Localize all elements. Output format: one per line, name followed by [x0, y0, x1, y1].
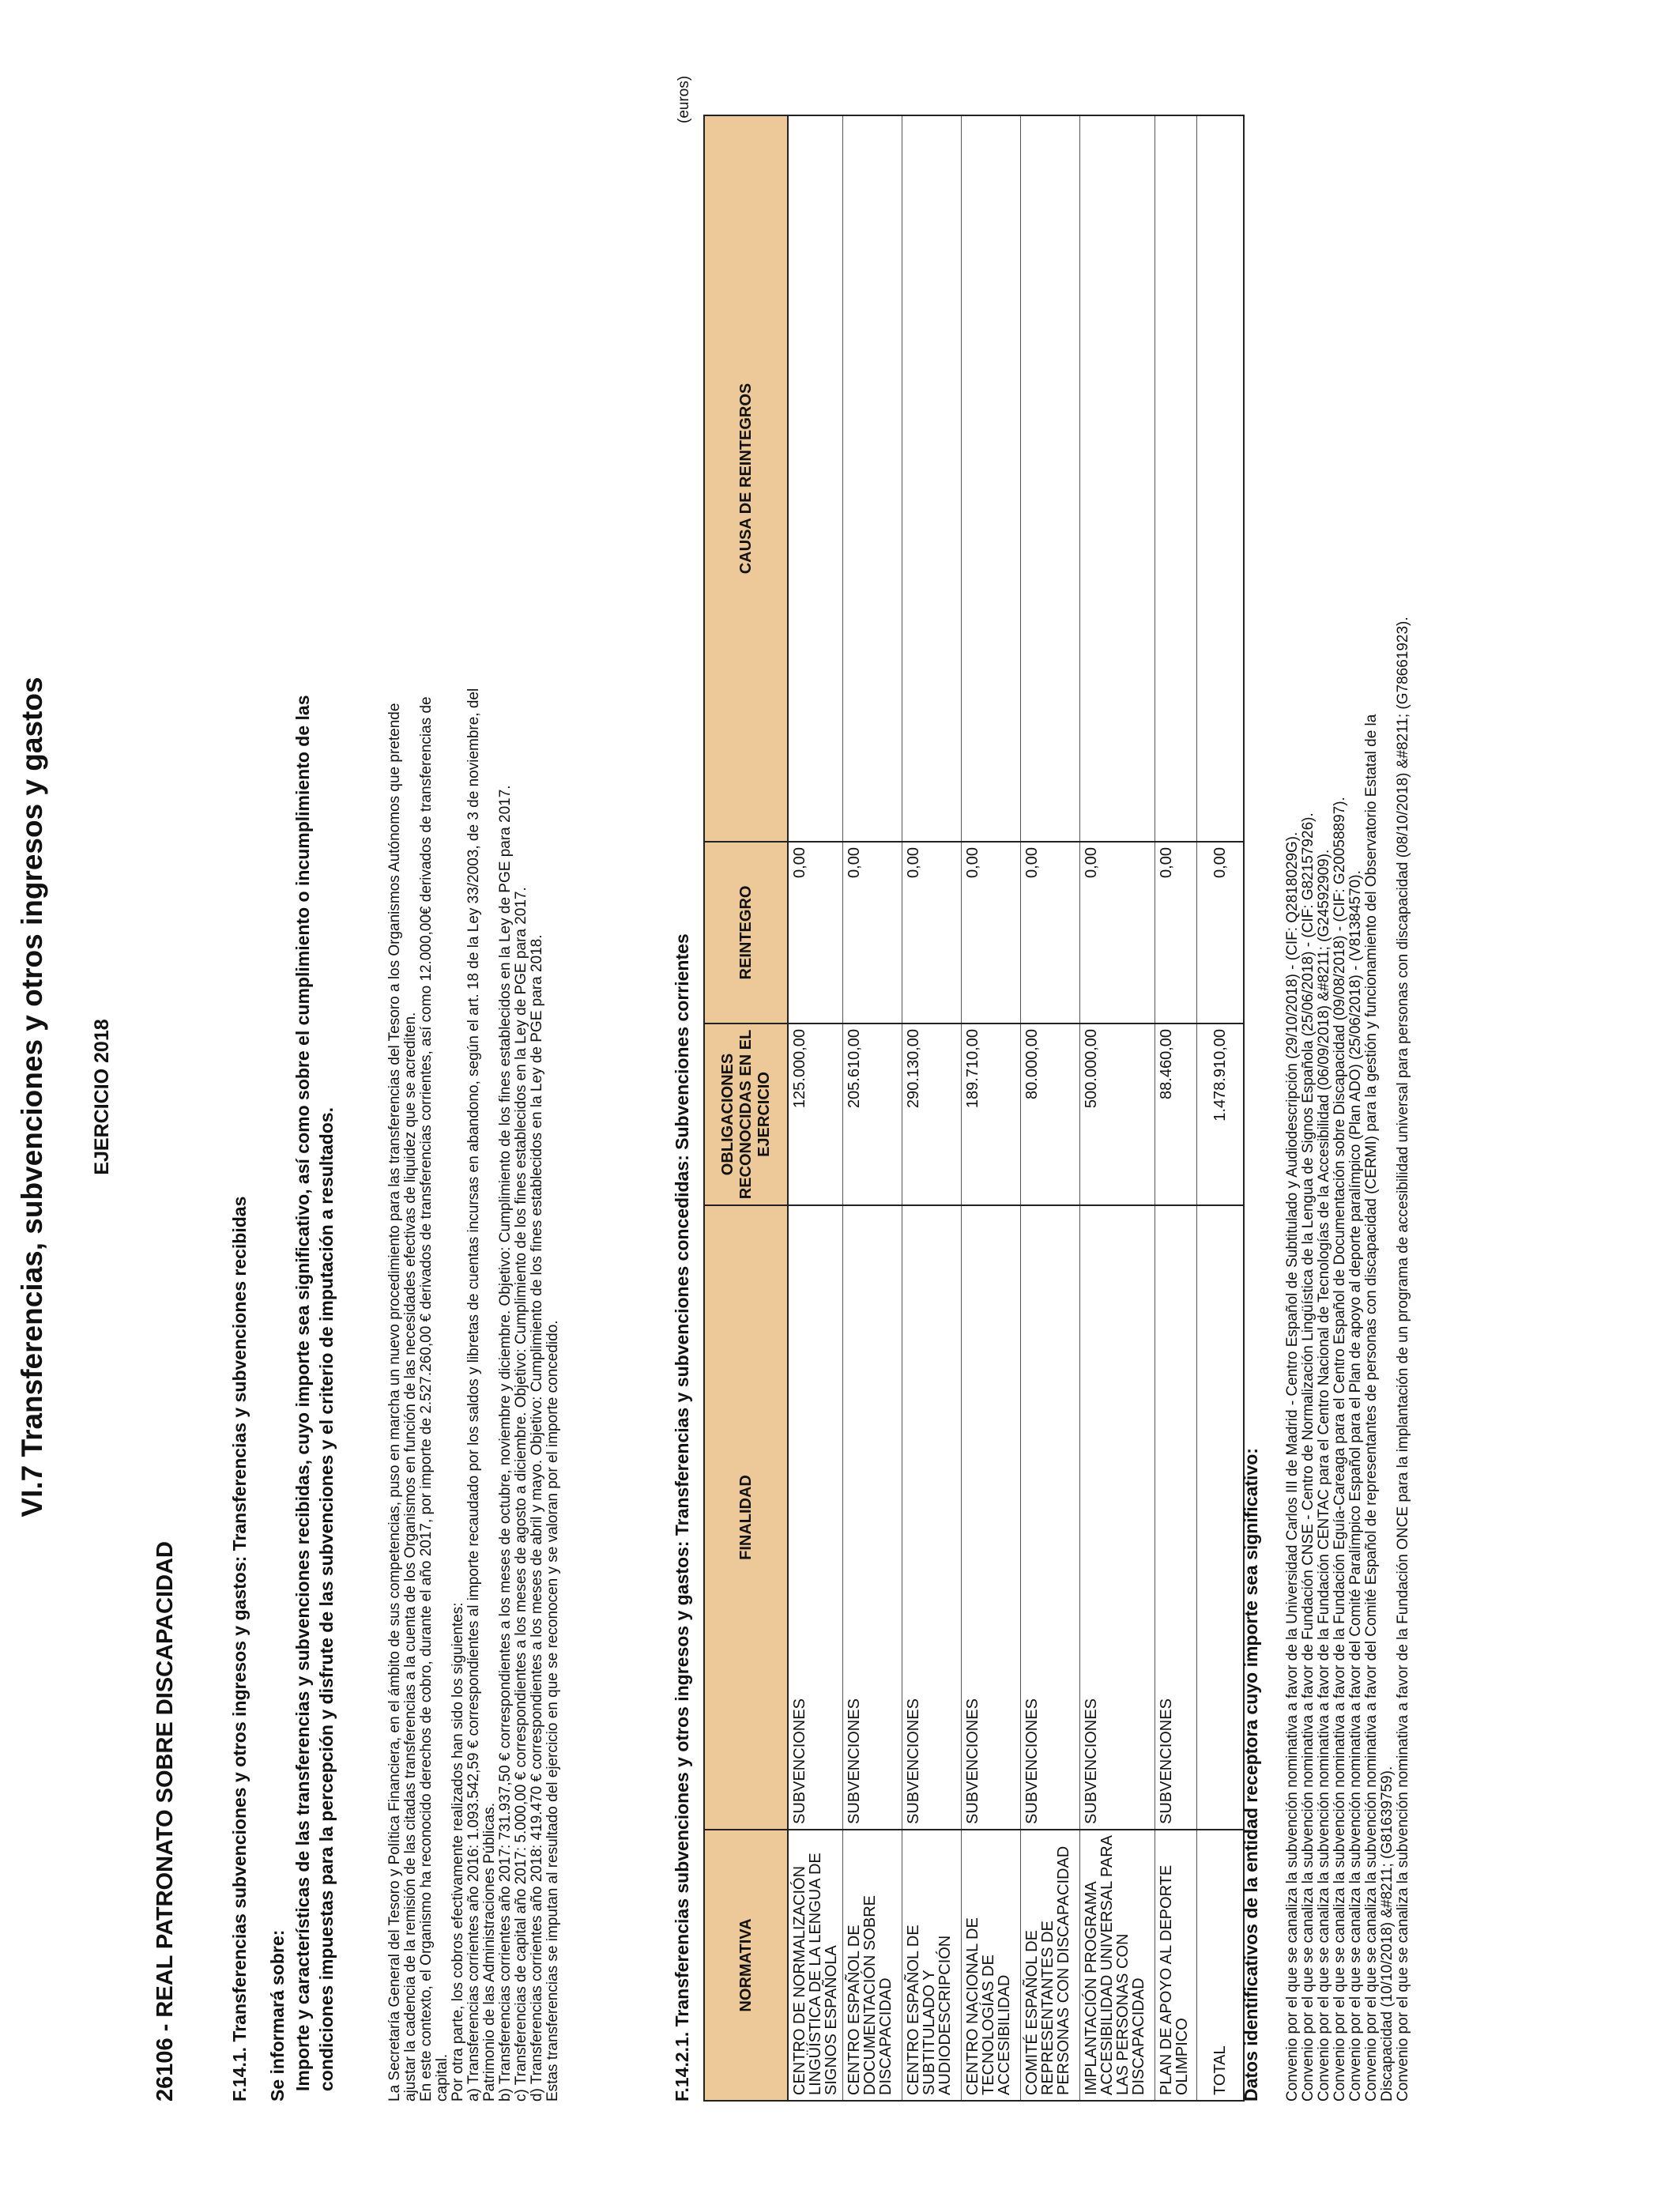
entity-heading: 26106 - REAL PATRONATO SOBRE DISCAPACIDAD: [153, 1541, 178, 2102]
cell-causa: [788, 115, 843, 842]
col-header-normativa: NORMATIVA: [704, 1830, 788, 2101]
text-line: capital.: [434, 2053, 450, 2102]
text-line: d) Transferencias corrientes año 2018: 419.470 € correspondientes a los meses de abril y mayo. Objetivo: Cumplimiento de los fines establecidos en la Ley de PGE para 2018.: [529, 934, 545, 2102]
datos-line: Convenio por el que se canaliza la subvención nominativa a favor del Comité Español de representantes de personas con discapacidad (CERMI) para la gestión y funcionamiento del Observatorio Estatal de la: [1363, 714, 1380, 2102]
cell-finalidad: SUBVENCIONES: [1080, 1205, 1155, 1830]
cell-reintegro: 0,00: [962, 842, 1021, 1023]
cell-normativa: CENTRO NACIONAL DE TECNOLOGÍAS DE ACCESIBILIDAD: [962, 1830, 1021, 2101]
cell-normativa: CENTRO DE NORMALIZACIÓN LINGÜÍSTICA DE LA LENGUA DE SIGNOS ESPAÑOLA: [788, 1830, 843, 2101]
table-row: [902, 115, 962, 2101]
cell-normativa: CENTRO ESPAÑOL DE DOCUMENTACIÓN SOBRE DISCAPACIDAD: [843, 1830, 902, 2101]
table-row: [1155, 115, 1197, 2101]
cell-causa: [1080, 115, 1155, 842]
cell-finalidad: SUBVENCIONES: [1155, 1205, 1197, 1830]
cell-obligaciones: 205.610,00: [843, 1023, 902, 1205]
paragraph-collections: [450, 94, 561, 2102]
cell-obligaciones: 125.000,00: [788, 1023, 843, 1205]
informara-line: Importe y características de las transferencias y subvenciones recibidas, cuyo importe sea significativo, así como sobre el cumplimiento o incumplimiento de las: [292, 695, 313, 2091]
text-line: b) Transferencias corrientes año 2017: 731.937,50 € correspondientes a los meses de octubre, noviembre y diciembre. Objetivo: Cumplimiento de los fines establecidos en la Ley de PGE para 2017.: [497, 785, 514, 2102]
datos-list: [1285, 31, 1411, 2102]
units-label: (euros): [676, 75, 692, 123]
text-line: En este contexto, el Organismo ha reconocido derechos de cobro, durante el año 2017, por importe de 2.527.260,00 € derivados de transferencias corrientes, así como 12.000,00€ derivados de transferencias de: [418, 696, 435, 2102]
informara-line: condiciones impuestas para la percepción y disfrute de las subvenciones y el criterio de imputación a resultados.: [316, 1107, 337, 2091]
paragraph-procedure: [387, 94, 450, 2102]
cell-normativa: COMITÉ ESPAÑOL DE REPRESENTANTES DE PERSONAS CON DISCAPACIDAD: [1021, 1830, 1080, 2101]
datos-line: Convenio por el que se canaliza la subvención nominativa a favor de la Universidad Carlos III de Madrid - Centro Español de Subtitulado y Audiodescripción (29/10/2018) - (CIF: Q2818029G).: [1284, 831, 1301, 2102]
text-line: La Secretaría General del Tesoro y Política Financiera, en el ámbito de sus competencias, puso en marcha un nuevo procedimiento para las transferencias del Tesoro a los Organismos Autónomos que pretende: [386, 703, 403, 2102]
cell-finalidad: SUBVENCIONES: [962, 1205, 1021, 1830]
table-row: [788, 115, 843, 2101]
datos-title: Datos identificativos de la entidad receptora cuyo importe sea significativo:: [1241, 1448, 1261, 2102]
table-row: [962, 115, 1021, 2101]
text-line: Patrimonio de las Administraciones Públicas.: [481, 1802, 498, 2102]
informara-label: Se informará sobre:: [267, 1929, 288, 2102]
cell-reintegro: 0,00: [843, 842, 902, 1023]
cell-causa: [1021, 115, 1080, 842]
section-received-title: F.14.1. Transferencias subvenciones y otros ingresos y gastos: Transferencias y subvenciones recibidas: [229, 1196, 250, 2102]
text-line: a) Transferencias corrientes año 2016: 1.093.542,59 € correspondientes al importe recaudado por los saldos y libretas de cuentas incursas en abandono, según el art. 18 de la Ley 33/2003, de 3 de noviembre, del: [465, 688, 482, 2102]
informara-description: [291, 163, 338, 2091]
cell-finalidad: SUBVENCIONES: [843, 1205, 902, 1830]
cell-obligaciones: 88.460,00: [1155, 1023, 1197, 1205]
total-causa-empty: [1197, 115, 1245, 842]
total-obligaciones: 1.478.910,00: [1197, 1023, 1245, 1205]
table-row: [1021, 115, 1080, 2101]
cell-causa: [1155, 115, 1197, 842]
cell-reintegro: 0,00: [902, 842, 962, 1023]
table-header-row: [704, 115, 788, 2101]
cell-obligaciones: 290.130,00: [902, 1023, 962, 1205]
cell-reintegro: 0,00: [788, 842, 843, 1023]
datos-line: Convenio por el que se canaliza la subvención nominativa a favor de la Fundación CENTAC para el Centro Nacional de Tecnologías de la Accesibilidad (06/09/2018) &#8211; (G24592909).: [1316, 849, 1332, 2102]
cell-causa: [902, 115, 962, 842]
cell-finalidad: SUBVENCIONES: [902, 1205, 962, 1830]
table-total-row: [1197, 115, 1245, 2101]
cell-obligaciones: 80.000,00: [1021, 1023, 1080, 1205]
table-row: [843, 115, 902, 2101]
table-row: [1080, 115, 1155, 2101]
text-line: ajustar la cadencia de la remisión de las citadas transferencias a la cuenta de los Organismos en función de las necesidades efectivas de liquidez que se acrediten.: [402, 1012, 419, 2102]
datos-line: Convenio por el que se canaliza la subvención nominativa a favor de la Fundación ONCE para la implantación de un programa de accesibilidad universal para personas con discapacidad (08/10/2018) &#8211; (G78661923).: [1395, 616, 1411, 2102]
total-label: TOTAL: [1197, 1830, 1245, 2101]
cell-reintegro: 0,00: [1080, 842, 1155, 1023]
total-reintegro: 0,00: [1197, 842, 1245, 1023]
section-granted-title: F.14.2.1. Transferencias subvenciones y otros ingresos y gastos: Transferencias y subvenciones concedidas: Subvenciones corrientes: [672, 933, 692, 2102]
datos-line: Discapacidad (10/10/2018) &#8211; (G81639759).: [1379, 1766, 1396, 2102]
cell-obligaciones: 189.710,00: [962, 1023, 1021, 1205]
datos-line: Convenio por el que se canaliza la subvención nominativa a favor de Fundación CNSE - Centro de Normalización Lingüística de la Lengua de Signos Española (25/06/2018) - (CIF: G82157926).: [1300, 812, 1317, 2102]
cell-finalidad: SUBVENCIONES: [1021, 1205, 1080, 1830]
text-line: Estas transferencias se imputan al resultado del ejercicio en que se reconocen y se valoran por el importe concedido.: [544, 1320, 561, 2102]
text-line: Por otra parte, los cobros efectivamente realizados han sido los siguientes:: [450, 1602, 466, 2102]
cell-reintegro: 0,00: [1021, 842, 1080, 1023]
col-header-reintegro: REINTEGRO: [704, 842, 788, 1023]
page-title: VI.7 Transferencias, subvenciones y otros ingresos y gastos: [16, 677, 48, 1517]
cell-reintegro: 0,00: [1155, 842, 1197, 1023]
col-header-finalidad: FINALIDAD: [704, 1205, 788, 1830]
cell-normativa: PLAN DE APOYO AL DEPORTE OLIMPICO: [1155, 1830, 1197, 2101]
total-finalidad-empty: [1197, 1205, 1245, 1830]
cell-causa: [962, 115, 1021, 842]
cell-normativa: CENTRO ESPAÑOL DE SUBTITULADO Y AUDIODESCRIPCIÓN: [902, 1830, 962, 2101]
datos-line: Convenio por el que se canaliza la subvención nominativa a favor de la Fundación Eguía-Careaga para el Centro Español de Documentación sobre Discapacidad (09/08/2018) - (CIF: G20058897).: [1332, 797, 1348, 2102]
col-header-obligaciones: OBLIGACIONES RECONOCIDAS EN EL EJERCICIO: [704, 1023, 788, 1205]
cell-causa: [843, 115, 902, 842]
cell-finalidad: SUBVENCIONES: [788, 1205, 843, 1830]
cell-normativa: IMPLANTACIÓN PROGRAMA ACCESIBILIDAD UNIVERSAL PARA LAS PERSONAS CON DISCAPACIDAD: [1080, 1830, 1155, 2101]
text-line: c) Transferencias de capital año 2017: 5.000,00 € correspondientes a los meses de agosto a diciembre. Objetivo: Cumplimiento de los fines establecidos en la Ley de PGE para 2017.: [513, 887, 529, 2102]
grants-table: [703, 115, 1245, 2102]
fiscal-year-heading: EJERCICIO 2018: [91, 1019, 113, 1175]
cell-obligaciones: 500.000,00: [1080, 1023, 1155, 1205]
datos-line: Convenio por el que se canaliza la subvención nominativa a favor del Comité Paralímpico Español para el Plan de apoyo al deporte paralímpico (Plan ADO) (25/06/2018) - (V81384570).: [1347, 870, 1364, 2102]
col-header-causa: CAUSA DE REINTEGROS: [704, 115, 788, 842]
